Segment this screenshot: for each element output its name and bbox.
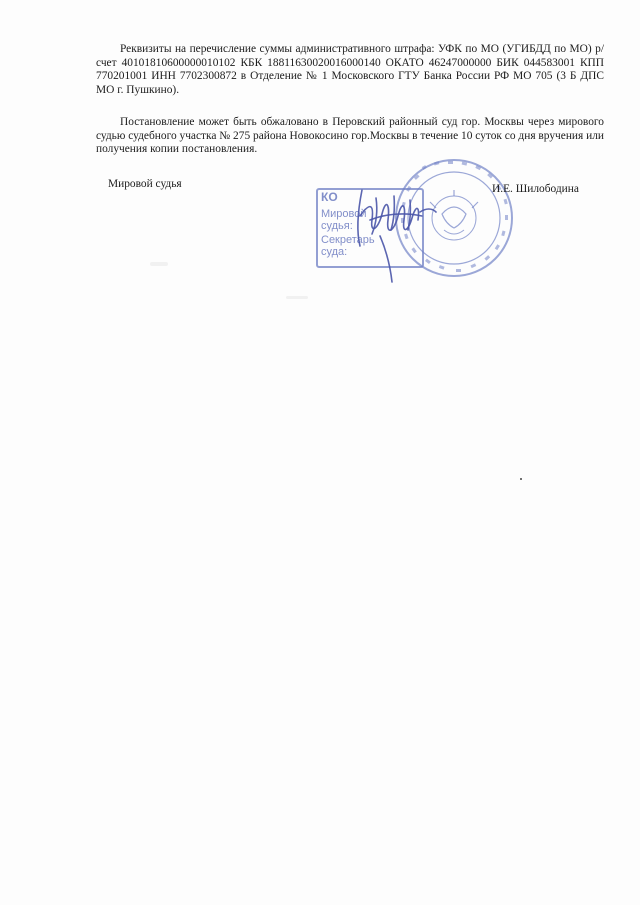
copy-stamp-heading: КО <box>321 190 338 204</box>
judge-signature-icon <box>340 176 450 286</box>
scan-dot <box>520 478 522 480</box>
scan-smudge <box>286 296 308 299</box>
copy-stamp-secretary-label: Секретарь <box>321 234 375 246</box>
scan-smudge <box>150 262 168 266</box>
judge-title: Мировой судья <box>108 178 182 190</box>
copy-stamp-judge-label: Мировой <box>321 208 367 220</box>
judge-name: И.Е. Шилободина <box>492 183 579 195</box>
copy-stamp-judge-label-cont: судья: <box>321 220 353 232</box>
faded-header-mark <box>270 6 360 18</box>
appeal-paragraph: Постановление может быть обжаловано в Перовский районный суд гор. Москвы через мирового судью судебного участка № 275 района Новокосино гор.Москвы в течение 10 суток со дня вручения или получения копии постановления. <box>96 116 604 156</box>
payment-details-paragraph: Реквизиты на перечисление суммы административного штрафа: УФК по МО (УГИБДД по МО) р/счет 40101810600000010102 КБК 18811630020016000140 ОКАТО 46247000000 БИК 044583001 КПП 770201001 ИНН 7702300872 в Отделение № 1 Московского ГТУ Банка России РФ МО 705 (3 Б ДПС МО г. Пушкино). <box>96 43 604 96</box>
copy-stamp-secretary-label-cont: суда: <box>321 246 348 258</box>
